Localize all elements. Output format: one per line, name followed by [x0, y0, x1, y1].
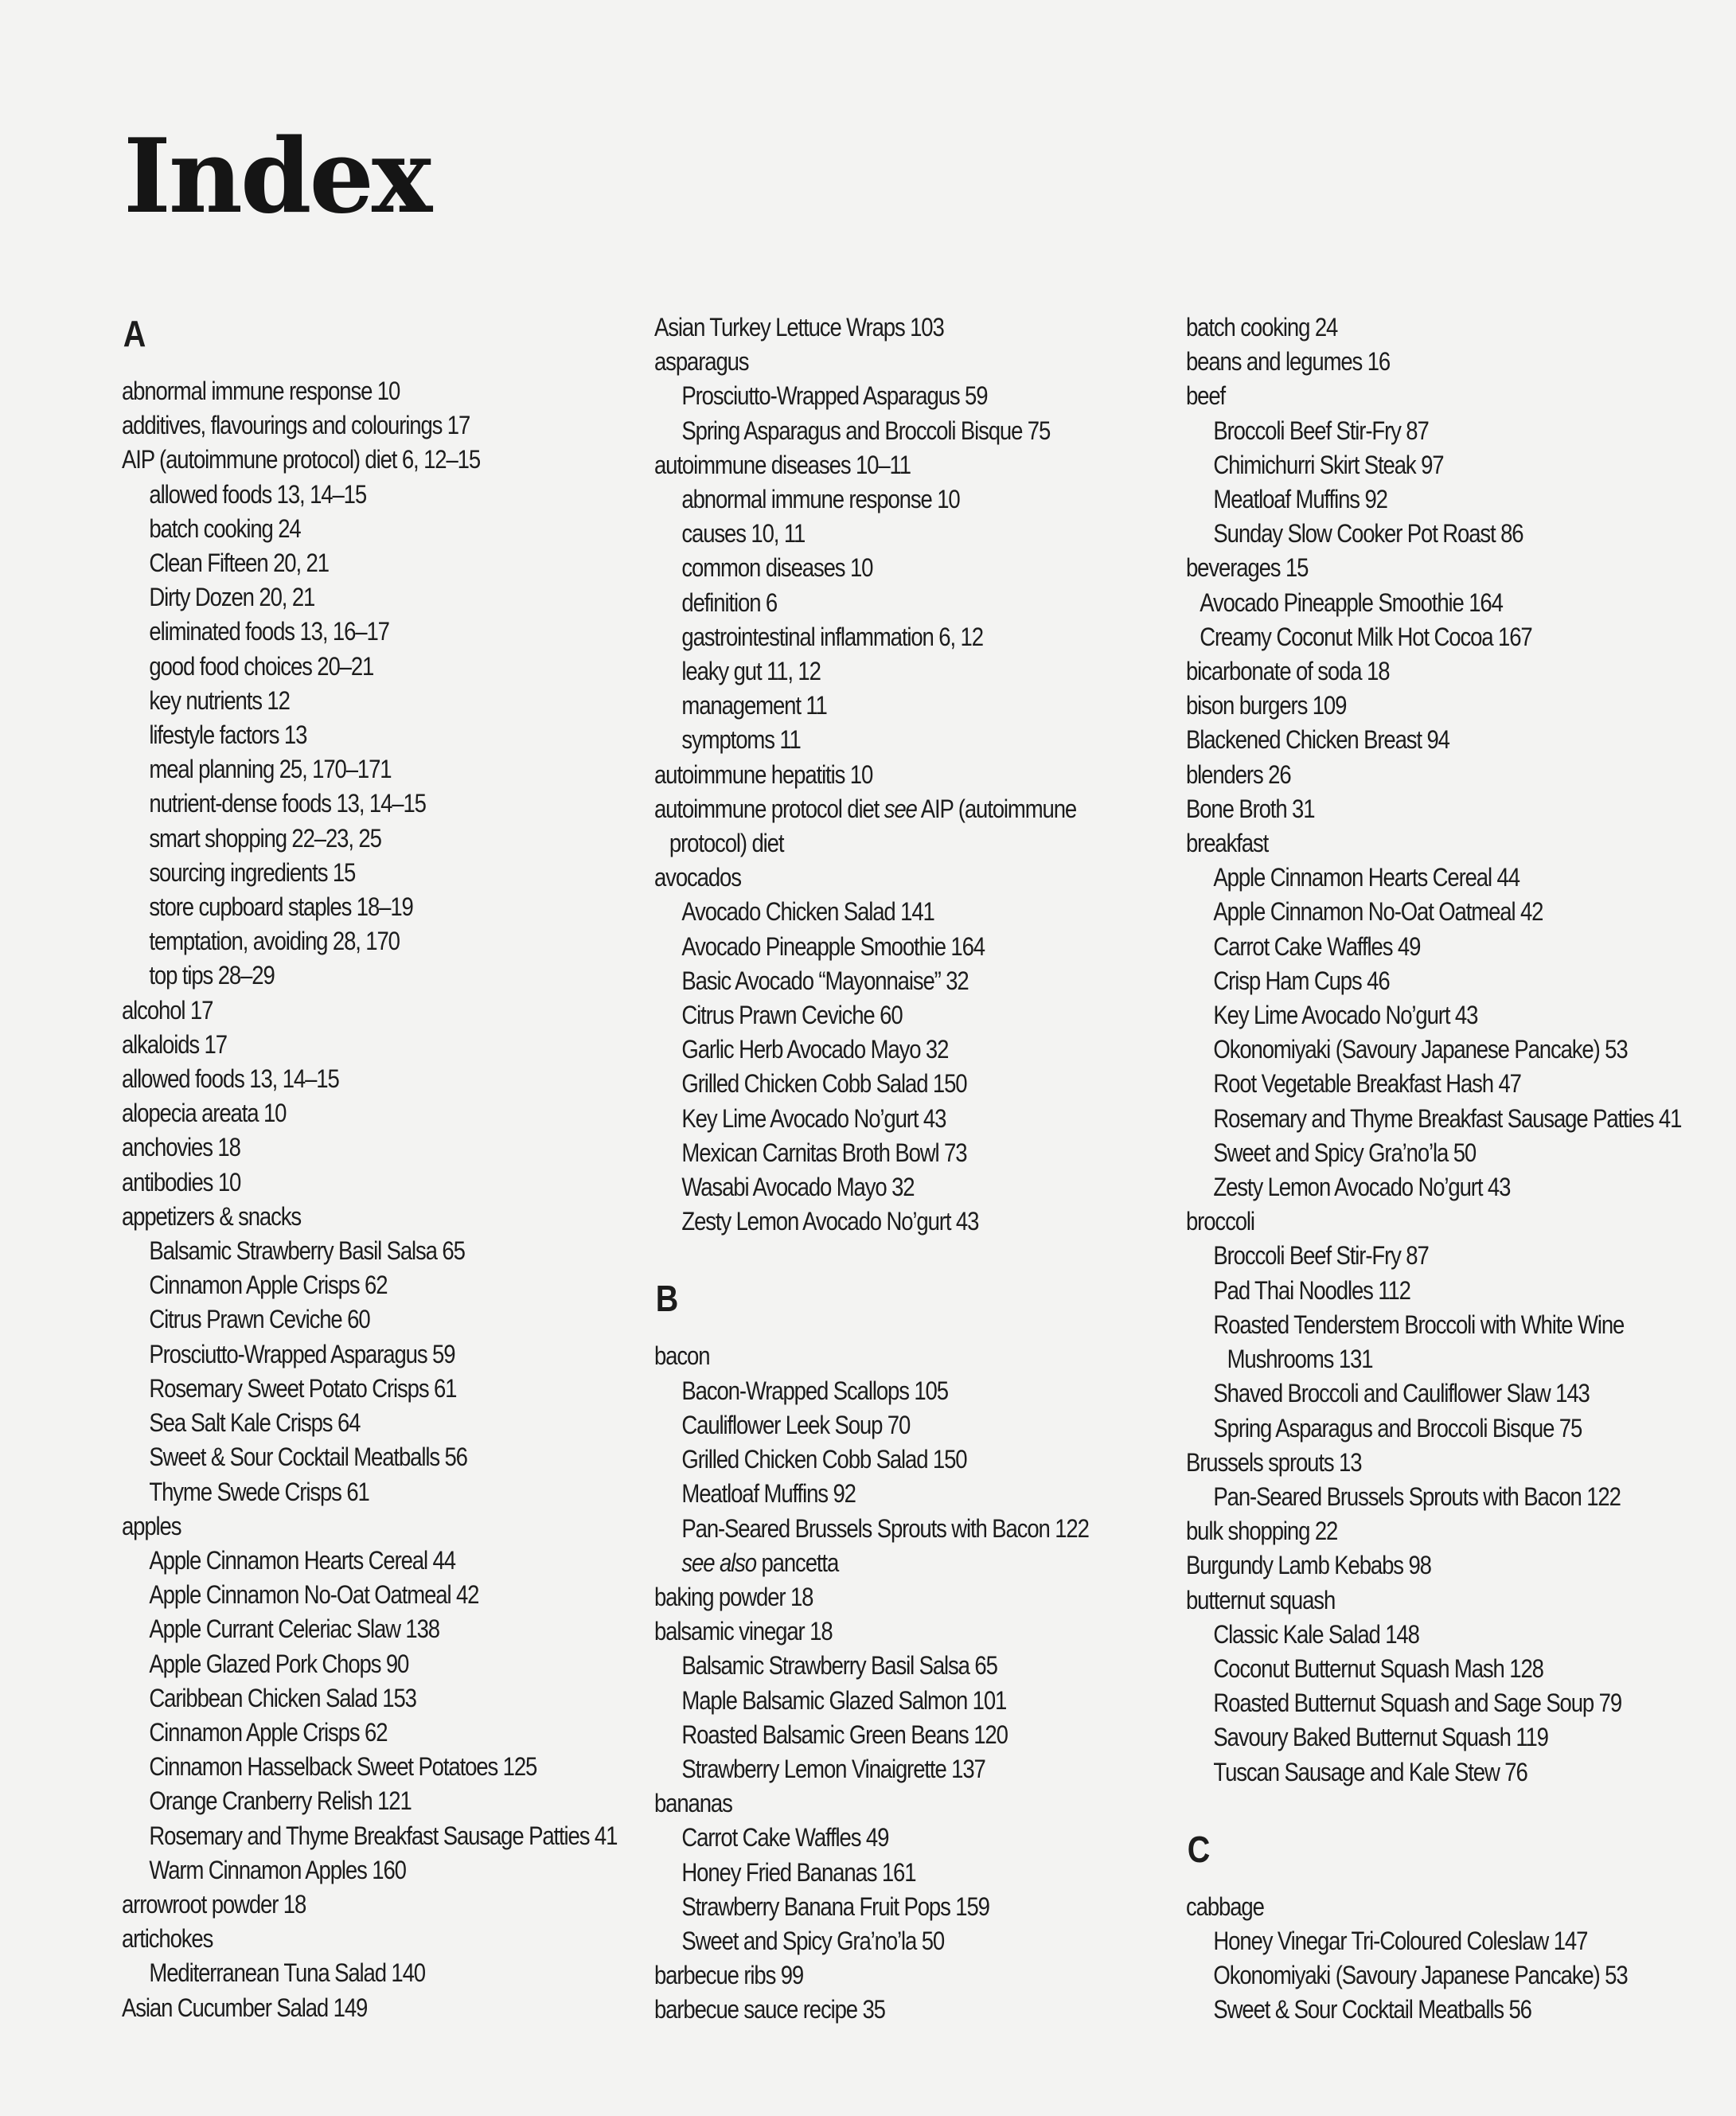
- index-subentry: Rosemary Sweet Potato Crisps 61: [149, 1373, 457, 1403]
- section-letter: A: [123, 313, 146, 354]
- index-entry-continuation: Mushrooms 131: [1227, 1345, 1373, 1374]
- index-subentry: Sweet and Spicy Gra’no’la 50: [681, 1926, 945, 1955]
- index-entry: butternut squash: [1186, 1585, 1336, 1614]
- index-subentry: Spring Asparagus and Broccoli Bisque 75: [1213, 1413, 1582, 1443]
- index-entry: beverages 15: [1186, 553, 1309, 583]
- index-subentry: Dirty Dozen 20, 21: [149, 583, 315, 612]
- index-column-1: [122, 310, 618, 2025]
- index-subentry: Apple Cinnamon No-Oat Oatmeal 42: [149, 1580, 479, 1610]
- index-entry: bison burgers 109: [1186, 691, 1347, 720]
- index-subentry: temptation, avoiding 28, 170: [149, 927, 400, 956]
- index-subentry: Avocado Pineapple Smoothie 164: [681, 931, 985, 961]
- index-subentry: Shaved Broccoli and Cauliflower Slaw 143: [1213, 1379, 1590, 1408]
- index-subentry: management 11: [681, 691, 827, 720]
- index-subentry: Cinnamon Apple Crisps 62: [149, 1717, 388, 1747]
- index-subentry: Bacon-Wrapped Scallops 105: [681, 1376, 948, 1405]
- index-subentry: Mexican Carnitas Broth Bowl 73: [681, 1138, 967, 1167]
- index-entry-continuation: protocol) diet: [669, 829, 784, 858]
- index-subentry: Cinnamon Apple Crisps 62: [149, 1271, 388, 1300]
- index-entry: Asian Cucumber Salad 149: [122, 1993, 368, 2022]
- index-entry: balsamic vinegar 18: [654, 1617, 833, 1646]
- index-entry: alcohol 17: [122, 995, 213, 1025]
- index-subentry: top tips 28–29: [149, 961, 275, 990]
- index-column-3: [1186, 310, 1682, 2028]
- reference-target: AIP (autoimmune: [916, 794, 1077, 823]
- index-subentry: Thyme Swede Crisps 61: [149, 1477, 369, 1506]
- index-subentry: Prosciutto-Wrapped Asparagus 59: [681, 381, 988, 411]
- index-subentry: Citrus Prawn Ceviche 60: [149, 1305, 370, 1334]
- index-subentry: Okonomiyaki (Savoury Japanese Pancake) 53: [1213, 1035, 1628, 1064]
- index-subentry: Sea Salt Kale Crisps 64: [149, 1408, 361, 1438]
- index-subentry: key nutrients 12: [149, 685, 290, 715]
- page-title: Index: [123, 117, 431, 236]
- index-entry: Asian Turkey Lettuce Wraps 103: [654, 313, 944, 342]
- see-reference-label: see also: [681, 1548, 756, 1577]
- index-subentry: smart shopping 22–23, 25: [149, 823, 381, 853]
- index-subentry: Sunday Slow Cooker Pot Roast 86: [1213, 519, 1523, 549]
- index-subentry: Warm Cinnamon Apples 160: [149, 1855, 406, 1884]
- index-subentry: Avocado Pineapple Smoothie 164: [1200, 588, 1503, 617]
- index-subentry: store cupboard staples 18–19: [149, 892, 413, 922]
- index-subentry: Coconut Butternut Squash Mash 128: [1213, 1653, 1543, 1683]
- index-entry: beef: [1186, 381, 1226, 411]
- index-subentry: Cinnamon Hasselback Sweet Potatoes 125: [149, 1752, 537, 1782]
- index-entry: autoimmune hepatitis 10: [654, 759, 873, 789]
- index-subentry: Okonomiyaki (Savoury Japanese Pancake) 53: [1213, 1961, 1628, 1990]
- index-entry: Bone Broth 31: [1186, 794, 1315, 823]
- index-subentry: Sweet & Sour Cocktail Meatballs 56: [149, 1443, 467, 1472]
- index-subentry: Avocado Chicken Salad 141: [681, 897, 934, 927]
- index-entry: Brussels sprouts 13: [1186, 1447, 1362, 1477]
- index-entry: arrowroot powder 18: [122, 1889, 306, 1919]
- index-subentry: Tuscan Sausage and Kale Stew 76: [1213, 1757, 1527, 1786]
- index-subentry: Apple Cinnamon Hearts Cereal 44: [1213, 863, 1519, 892]
- index-entry: baking powder 18: [654, 1582, 813, 1611]
- index-subentry: Apple Cinnamon No-Oat Oatmeal 42: [1213, 897, 1543, 927]
- index-entry: antibodies 10: [122, 1167, 241, 1197]
- index-subentry: Pan-Seared Brussels Sprouts with Bacon 122: [681, 1513, 1089, 1543]
- index-subentry: abnormal immune response 10: [681, 485, 960, 514]
- index-entry-cross-reference: [654, 792, 1092, 826]
- index-entry: additives, flavourings and colourings 17: [122, 411, 470, 440]
- index-column-2: [654, 310, 1092, 2028]
- index-subentry: Maple Balsamic Glazed Salmon 101: [681, 1685, 1007, 1715]
- index-subentry: Chimichurri Skirt Steak 97: [1213, 450, 1444, 479]
- index-subentry: Caribbean Chicken Salad 153: [149, 1683, 416, 1712]
- entry-text: autoimmune protocol diet: [654, 794, 884, 823]
- index-subentry: symptoms 11: [681, 725, 801, 755]
- index-subentry: Carrot Cake Waffles 49: [1213, 931, 1421, 961]
- index-entry: appetizers & snacks: [122, 1201, 302, 1231]
- index-subentry: Basic Avocado “Mayonnaise” 32: [681, 966, 969, 995]
- index-subentry: Sweet and Spicy Gra’no’la 50: [1213, 1138, 1477, 1167]
- index-subentry: Strawberry Banana Fruit Pops 159: [681, 1892, 989, 1921]
- index-subentry: Classic Kale Salad 148: [1213, 1619, 1419, 1649]
- index-entry: bananas: [654, 1789, 732, 1818]
- index-subentry: Honey Vinegar Tri-Coloured Coleslaw 147: [1213, 1926, 1588, 1955]
- index-subentry: nutrient-dense foods 13, 14–15: [149, 789, 426, 818]
- index-subentry: Creamy Coconut Milk Hot Cocoa 167: [1200, 622, 1532, 651]
- index-subentry: Orange Cranberry Relish 121: [149, 1786, 412, 1816]
- index-subentry: Clean Fifteen 20, 21: [149, 549, 329, 578]
- index-subentry: Balsamic Strawberry Basil Salsa 65: [681, 1651, 997, 1681]
- index-entry: blenders 26: [1186, 759, 1291, 789]
- index-subentry: Apple Glazed Pork Chops 90: [149, 1649, 409, 1678]
- index-entry: artichokes: [122, 1924, 213, 1954]
- index-subentry: allowed foods 13, 14–15: [149, 479, 367, 509]
- index-subentry: Apple Currant Celeriac Slaw 138: [149, 1614, 439, 1644]
- index-entry: Blackened Chicken Breast 94: [1186, 725, 1449, 755]
- index-subentry: causes 10, 11: [681, 519, 806, 549]
- index-subentry: Wasabi Avocado Mayo 32: [681, 1173, 915, 1202]
- index-entry: bulk shopping 22: [1186, 1517, 1338, 1546]
- index-subentry: Roasted Balsamic Green Beans 120: [681, 1720, 1008, 1749]
- index-entry: barbecue sauce recipe 35: [654, 1995, 885, 2024]
- index-subentry: batch cooking 24: [149, 513, 301, 543]
- index-subentry: Crisp Ham Cups 46: [1213, 966, 1390, 995]
- index-entry: alkaloids 17: [122, 1029, 227, 1059]
- index-entry: autoimmune diseases 10–11: [654, 450, 911, 479]
- index-entry: barbecue ribs 99: [654, 1961, 804, 1990]
- section-spacer: [1186, 1790, 1624, 1823]
- index-entry: breakfast: [1186, 829, 1269, 858]
- reference-target: pancetta: [755, 1548, 839, 1577]
- index-subentry: Meatloaf Muffins 92: [681, 1479, 856, 1509]
- index-subentry: Savoury Baked Butternut Squash 119: [1213, 1723, 1548, 1752]
- section-letter: C: [1187, 1828, 1211, 1870]
- index-subentry: Root Vegetable Breakfast Hash 47: [1213, 1069, 1521, 1099]
- index-entry: Burgundy Lamb Kebabs 98: [1186, 1551, 1431, 1580]
- index-subentry: Honey Fried Bananas 161: [681, 1857, 916, 1887]
- index-subentry: Apple Cinnamon Hearts Cereal 44: [149, 1545, 455, 1575]
- section-letter: B: [655, 1278, 679, 1320]
- index-subentry: common diseases 10: [681, 553, 873, 583]
- index-subentry: lifestyle factors 13: [149, 720, 307, 750]
- index-subentry: gastrointestinal inflammation 6, 12: [681, 622, 983, 651]
- see-reference-label: see: [884, 794, 917, 823]
- index-subentry: eliminated foods 13, 16–17: [149, 617, 389, 646]
- index-entry-cross-reference: [654, 1546, 1092, 1580]
- index-subentry: Meatloaf Muffins 92: [1213, 485, 1387, 514]
- index-subentry: Cauliflower Leek Soup 70: [681, 1410, 911, 1439]
- index-entry: alopecia areata 10: [122, 1099, 287, 1128]
- index-entry: asparagus: [654, 347, 749, 377]
- index-subentry: Mediterranean Tuna Salad 140: [149, 1958, 426, 1988]
- index-subentry: Garlic Herb Avocado Mayo 32: [681, 1035, 949, 1064]
- index-subentry: Roasted Butternut Squash and Sage Soup 79: [1213, 1689, 1622, 1718]
- index-subentry: definition 6: [681, 588, 778, 617]
- index-entry: bicarbonate of soda 18: [1186, 657, 1390, 686]
- index-subentry: Broccoli Beef Stir-Fry 87: [1213, 416, 1429, 445]
- index-subentry: Key Lime Avocado No’gurt 43: [681, 1103, 946, 1133]
- index-subentry: Roasted Tenderstem Broccoli with White Wine: [1213, 1310, 1625, 1339]
- index-entry: cabbage: [1186, 1892, 1264, 1921]
- index-subentry: Grilled Chicken Cobb Salad 150: [681, 1069, 967, 1099]
- index-entry: avocados: [654, 863, 741, 892]
- index-subentry: Pad Thai Noodles 112: [1213, 1275, 1410, 1305]
- index-subentry: Citrus Prawn Ceviche 60: [681, 1001, 903, 1030]
- section-spacer: [654, 1239, 1092, 1272]
- index-subentry: Grilled Chicken Cobb Salad 150: [681, 1445, 967, 1474]
- index-subentry: leaky gut 11, 12: [681, 657, 821, 686]
- index-entry: bacon: [654, 1341, 710, 1371]
- index-subentry: Rosemary and Thyme Breakfast Sausage Patties 41: [1213, 1103, 1682, 1133]
- index-entry: apples: [122, 1511, 181, 1540]
- index-entry: AIP (autoimmune protocol) diet 6, 12–15: [122, 445, 481, 474]
- index-subentry: Spring Asparagus and Broccoli Bisque 75: [681, 416, 1051, 445]
- index-subentry: Zesty Lemon Avocado No’gurt 43: [681, 1207, 979, 1236]
- index-entry: anchovies 18: [122, 1133, 240, 1162]
- index-subentry: meal planning 25, 170–171: [149, 755, 392, 784]
- index-subentry: Pan-Seared Brussels Sprouts with Bacon 122: [1213, 1482, 1621, 1511]
- index-entry: broccoli: [1186, 1207, 1254, 1236]
- index-entry: batch cooking 24: [1186, 313, 1338, 342]
- index-subentry: Key Lime Avocado No’gurt 43: [1213, 1001, 1478, 1030]
- index-subentry: Sweet & Sour Cocktail Meatballs 56: [1213, 1995, 1531, 2024]
- index-entry: beans and legumes 16: [1186, 347, 1391, 377]
- index-subentry: Rosemary and Thyme Breakfast Sausage Patties 41: [149, 1821, 618, 1850]
- index-subentry: Zesty Lemon Avocado No’gurt 43: [1213, 1173, 1511, 1202]
- index-subentry: Broccoli Beef Stir-Fry 87: [1213, 1241, 1429, 1271]
- index-entry: allowed foods 13, 14–15: [122, 1064, 339, 1094]
- index-subentry: sourcing ingredients 15: [149, 857, 356, 887]
- index-subentry: Balsamic Strawberry Basil Salsa 65: [149, 1236, 465, 1266]
- index-subentry: Strawberry Lemon Vinaigrette 137: [681, 1754, 985, 1783]
- index-subentry: good food choices 20–21: [149, 651, 374, 681]
- index-subentry: Carrot Cake Waffles 49: [681, 1823, 889, 1852]
- index-subentry: Prosciutto-Wrapped Asparagus 59: [149, 1339, 455, 1368]
- index-entry: abnormal immune response 10: [122, 377, 400, 405]
